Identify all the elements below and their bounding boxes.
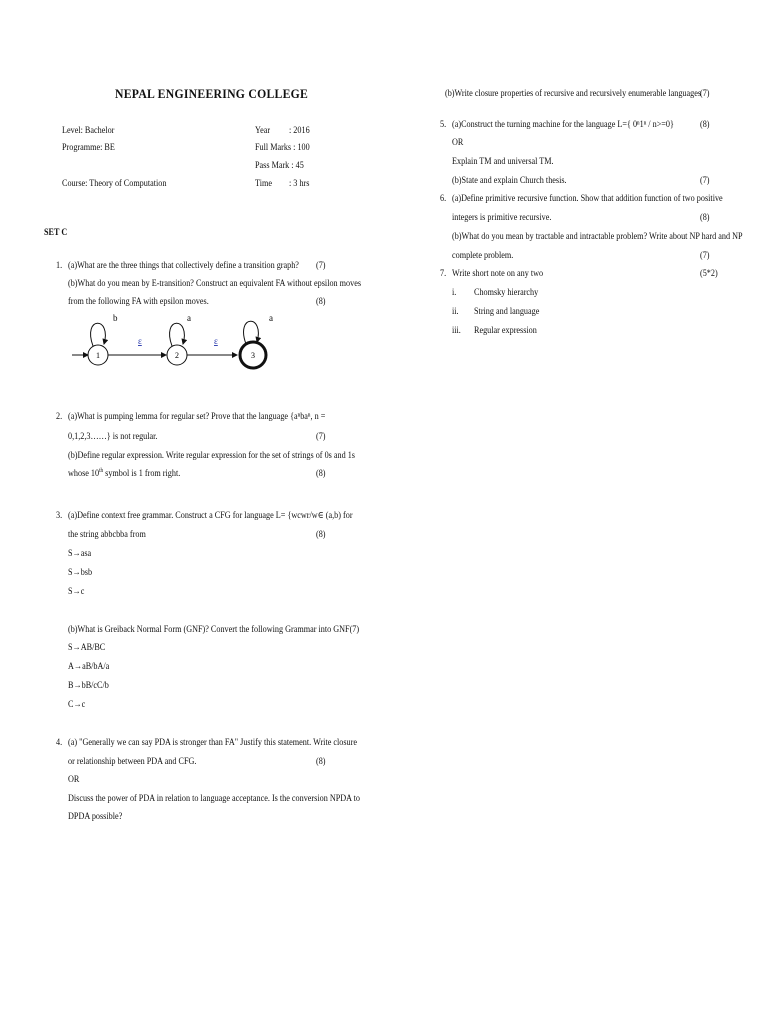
q3-a-marks: (8) xyxy=(316,530,326,540)
q7-item-3: Regular expression xyxy=(474,326,537,336)
q5-or: OR xyxy=(452,138,464,148)
q5-number: 5. xyxy=(440,120,447,130)
fa-diagram xyxy=(60,308,280,388)
loop-1-label: b xyxy=(113,313,118,323)
q2-b-line1: (b)Define regular expression. Write regular expression for the set of strings of 0s and 1s xyxy=(68,451,355,461)
q7-item-2-num: ii. xyxy=(452,307,459,317)
q4-number: 4. xyxy=(56,738,63,748)
q2-b-marks: (8) xyxy=(316,469,326,479)
q2-number: 2. xyxy=(56,412,63,422)
q3-number: 3. xyxy=(56,511,63,521)
q6-b-line1: (b)What do you mean by tractable and intractable problem? Write about NP hard and NP xyxy=(452,232,743,242)
loop-1 xyxy=(91,323,106,346)
q4-alt-line2: DPDA possible? xyxy=(68,812,123,822)
q6-b-marks: (7) xyxy=(700,251,710,261)
college-title: NEPAL ENGINEERING COLLEGE xyxy=(115,86,309,101)
q6-b-line2: complete problem. xyxy=(452,251,514,261)
q7-item-1-num: i. xyxy=(452,288,457,298)
q7-number: 7. xyxy=(440,269,447,279)
time-label: Time xyxy=(255,179,272,189)
q4-alt-line1: Discuss the power of PDA in relation to language acceptance. Is the conversion NPDA to xyxy=(68,794,361,804)
q1-b-line2: from the following FA with epsilon moves. xyxy=(68,297,209,307)
pass-mark: Pass Mark : 45 xyxy=(255,161,304,171)
q4-or: OR xyxy=(68,775,80,785)
q4-b: (b)Write closure properties of recursive and recursively enumerable languages xyxy=(445,89,702,99)
q7-text: Write short note on any two xyxy=(452,269,544,279)
q7-item-3-num: iii. xyxy=(452,326,461,336)
level: Level: Bachelor xyxy=(62,126,115,136)
q3-gnf-rule-1: S→AB/BC xyxy=(68,643,106,653)
q2-a-line1: (a)What is pumping lemma for regular set? Prove that the language {aⁿbaⁿ, n = xyxy=(68,412,326,422)
q7-item-1: Chomsky hierarchy xyxy=(474,288,539,298)
q3-gnf-rule-2: A→aB/bA/a xyxy=(68,662,110,672)
q5-a: (a)Construct the turning machine for the language L={ 0ⁿ1ⁿ / n>=0} xyxy=(452,120,674,130)
loop-3 xyxy=(244,321,259,344)
q6-a-line1: (a)Define primitive recursive function. Show that addition function of two positive xyxy=(452,194,723,204)
q1-a: (a)What are the three things that collectively define a transition graph? xyxy=(68,261,299,271)
q3-gnf-rule-4: C→c xyxy=(68,700,86,710)
q1-b-marks: (8) xyxy=(316,297,326,307)
q1-b-line1: (b)What do you mean by E-transition? Construct an equivalent FA without epsilon moves xyxy=(68,279,362,289)
q1-number: 1. xyxy=(56,261,63,271)
q4-a-marks: (8) xyxy=(316,757,326,767)
edge-2-3-label: ε xyxy=(214,336,218,346)
q4-a-line1: (a) "Generally we can say PDA is stronger than FA" Justify this statement. Write closure xyxy=(68,738,357,748)
q5-a-marks: (8) xyxy=(700,120,710,130)
state-1-label: 1 xyxy=(96,351,100,360)
q7-marks: (5*2) xyxy=(700,269,718,279)
q6-a-line2: integers is primitive recursive. xyxy=(452,213,552,223)
q3-gnf-rule-3: B→bB/cC/b xyxy=(68,681,109,691)
full-marks: Full Marks : 100 xyxy=(255,143,310,153)
q5-alt: Explain TM and universal TM. xyxy=(452,157,554,167)
q5-b-marks: (7) xyxy=(700,176,710,186)
state-2-label: 2 xyxy=(175,351,179,360)
q3-a-line1: (a)Define context free grammar. Construct a CFG for language L= {wcwr/w∈ (a,b) for xyxy=(68,511,353,521)
loop-2-label: a xyxy=(187,313,191,323)
q4-a-line2: or relationship between PDA and CFG. xyxy=(68,757,197,767)
year-value: : 2016 xyxy=(289,126,310,136)
q5-b: (b)State and explain Church thesis. xyxy=(452,176,567,186)
loop-3-label: a xyxy=(269,313,273,323)
programme: Programme: BE xyxy=(62,143,115,153)
q6-a-marks: (8) xyxy=(700,213,710,223)
q6-number: 6. xyxy=(440,194,447,204)
q2-a-marks: (7) xyxy=(316,432,326,442)
q4-b-marks: (7) xyxy=(700,89,710,99)
q3-a-line2: the string abbcbba from xyxy=(68,530,146,540)
q2-a-line2: 0,1,2,3……} is not regular. xyxy=(68,432,158,442)
state-3-label: 3 xyxy=(251,351,255,360)
q3-rule-1: S→asa xyxy=(68,549,92,559)
edge-1-2-label: ε xyxy=(138,336,142,346)
q2-b-line2: whose 10th symbol is 1 from right. xyxy=(68,467,181,479)
course: Course: Theory of Computation xyxy=(62,179,167,189)
set-label: SET C xyxy=(44,228,68,238)
year-label: Year xyxy=(255,126,271,136)
q3-b: (b)What is Greiback Normal Form (GNF)? Convert the following Grammar into GNF(7) xyxy=(68,625,360,635)
time-value: : 3 hrs xyxy=(289,179,310,189)
loop-2 xyxy=(170,323,185,346)
q3-rule-2: S→bsb xyxy=(68,568,93,578)
q1-a-marks: (7) xyxy=(316,261,326,271)
q3-rule-3: S→c xyxy=(68,587,85,597)
q7-item-2: String and language xyxy=(474,307,540,317)
